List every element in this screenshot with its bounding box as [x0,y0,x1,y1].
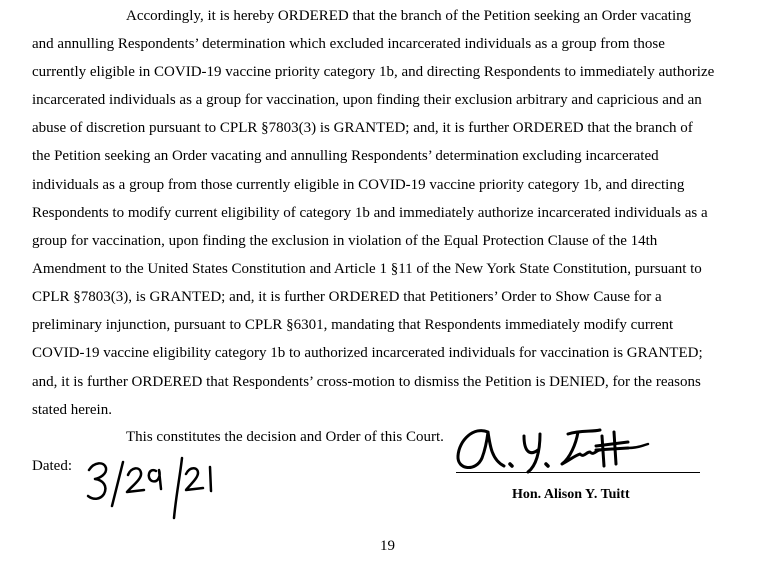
signature-line [456,472,700,473]
order-paragraph-line: and, it is further ORDERED that Respondents’ cross-motion to dismiss the Petition is DENIED, for the reasons [32,374,701,390]
order-paragraph-line: Amendment to the United States Constitution and Article 1 §11 of the New York State Constitution, pursuant to [32,261,702,277]
closing-statement: This constitutes the decision and Order of this Court. [126,429,444,445]
dated-label: Dated: [32,458,72,474]
judge-name: Hon. Alison Y. Tuitt [512,487,630,502]
page-number: 19 [380,538,395,554]
order-paragraph-line: group for vaccination, upon finding the exclusion in violation of the Equal Protection Clause of the 14th [32,233,658,249]
order-paragraph-line: abuse of discretion pursuant to CPLR §7803(3) is GRANTED; and, it is further ORDERED that the branch of [32,120,693,136]
order-paragraph-line: preliminary injunction, pursuant to CPLR §6301, mandating that Respondents immediately modify current [32,317,674,333]
order-paragraph-line: COVID-19 vaccine eligibility category 1b to authorized incarcerated individuals for vaccination is GRANTED; [32,345,703,361]
order-paragraph-line: incarcerated individuals as a group for vaccination, upon finding their exclusion arbitrary and capricious and an [32,92,702,108]
order-paragraph-line: Accordingly, it is hereby ORDERED that the branch of the Petition seeking an Order vacating [126,8,692,24]
order-paragraph-line: individuals as a group from those currently eligible in COVID-19 vaccine priority category 1b, and directing [32,177,685,193]
handwritten-date [84,454,224,524]
judge-signature [452,422,662,482]
order-paragraph-line: the Petition seeking an Order vacating and annulling Respondents’ determination excluding incarcerated [32,148,659,164]
order-paragraph-line: CPLR §7803(3), is GRANTED; and, it is further ORDERED that Petitioners’ Order to Show Cause for a [32,289,662,305]
order-paragraph-line: currently eligible in COVID-19 vaccine priority category 1b, and directing Respondents to immediately authorize [32,64,715,80]
order-paragraph-line: stated herein. [32,402,112,418]
order-paragraph-line: and annulling Respondents’ determination which excluded incarcerated individuals as a group from those [32,36,665,52]
order-paragraph-line: Respondents to modify current eligibility of category 1b and immediately authorize incarcerated individuals as a [32,205,708,221]
